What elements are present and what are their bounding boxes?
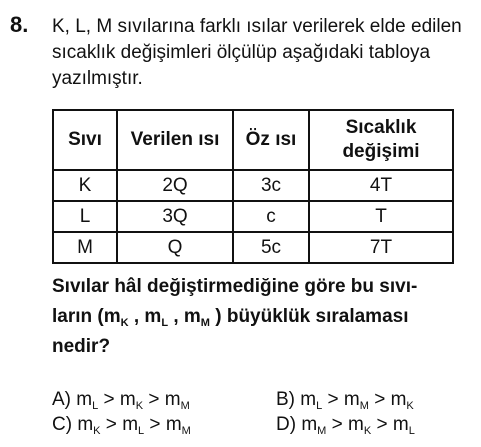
- option-d[interactable]: [276, 414, 415, 436]
- subscript: L: [161, 317, 169, 329]
- table-row: [53, 232, 453, 263]
- subscript: K: [93, 425, 101, 437]
- gt-sign: >: [331, 414, 343, 435]
- option-label: A): [52, 389, 71, 410]
- m-var: m: [348, 414, 364, 435]
- subscript: L: [138, 425, 145, 437]
- gt-sign: >: [149, 414, 161, 435]
- m-var: m: [119, 389, 136, 410]
- header-sicaklik-degisimi: Sıcaklık değişimi: [309, 110, 453, 170]
- gt-sign: >: [374, 389, 386, 410]
- m-var: m: [122, 414, 139, 435]
- question-number: 8.: [10, 12, 29, 37]
- option-label: B): [276, 389, 295, 410]
- gt-sign: >: [376, 414, 388, 435]
- table-cell: 3c: [233, 170, 309, 201]
- table-row: [53, 201, 453, 232]
- gt-sign: >: [148, 389, 160, 410]
- subscript: K: [135, 400, 144, 412]
- prompt-text: ların (m: [52, 306, 121, 327]
- m-var: m: [390, 389, 407, 410]
- subscript: K: [406, 400, 414, 412]
- gt-sign: >: [105, 414, 117, 435]
- subscript: M: [180, 400, 190, 412]
- m-var: m: [77, 414, 94, 435]
- m-var: m: [164, 389, 181, 410]
- subscript: L: [316, 400, 323, 412]
- gt-sign: >: [103, 389, 115, 410]
- data-table: [52, 109, 454, 264]
- prompt-line: Sıvılar hâl değiştirmediğine göre bu sıvı-: [52, 276, 418, 297]
- table-cell: T: [309, 201, 453, 232]
- table-cell: 5c: [233, 232, 309, 263]
- m-var: m: [301, 414, 318, 435]
- header-verilen-isi: Verilen ısı: [117, 110, 233, 170]
- subscript: M: [359, 400, 369, 412]
- option-label: D): [276, 414, 297, 435]
- m-var: m: [76, 389, 93, 410]
- m-var: m: [343, 389, 360, 410]
- header-oz-isi: Öz ısı: [233, 110, 309, 170]
- prompt-text: , m: [168, 306, 201, 327]
- m-var: m: [300, 389, 317, 410]
- table-cell: L: [53, 201, 117, 232]
- m-var: m: [392, 414, 409, 435]
- table-cell: c: [233, 201, 309, 232]
- subscript: M: [181, 425, 191, 437]
- subscript: K: [120, 317, 129, 329]
- table-cell: 4T: [309, 170, 453, 201]
- table-cell: 2Q: [117, 170, 233, 201]
- prompt-text: , m: [128, 306, 162, 327]
- subscript: L: [408, 425, 415, 437]
- prompt-text: ) büyüklük sıralaması: [209, 306, 409, 327]
- subscript: K: [363, 425, 372, 437]
- table-cell: 3Q: [117, 201, 233, 232]
- subscript: M: [200, 317, 210, 329]
- subscript: L: [92, 400, 99, 412]
- table-cell: K: [53, 170, 117, 201]
- option-label: C): [52, 414, 73, 435]
- option-a[interactable]: [52, 389, 190, 411]
- table-cell: Q: [117, 232, 233, 263]
- prompt-line: [52, 302, 472, 332]
- question-stem: K, L, M sıvılarına farklı ısılar verilerek elde edilen sıcaklık değişimleri ölçülüp aşağıdaki tabloya yazılmıştır.: [52, 16, 462, 89]
- m-var: m: [165, 414, 182, 435]
- table-header-row: [53, 110, 453, 170]
- question-prompt: [52, 272, 472, 362]
- table-cell: 7T: [309, 232, 453, 263]
- option-c[interactable]: [52, 414, 191, 436]
- subscript: M: [317, 425, 327, 437]
- table-cell: M: [53, 232, 117, 263]
- gt-sign: >: [327, 389, 339, 410]
- option-b[interactable]: [276, 389, 414, 411]
- table-row: [53, 170, 453, 201]
- header-sivi: Sıvı: [53, 110, 117, 170]
- prompt-line: nedir?: [52, 336, 111, 357]
